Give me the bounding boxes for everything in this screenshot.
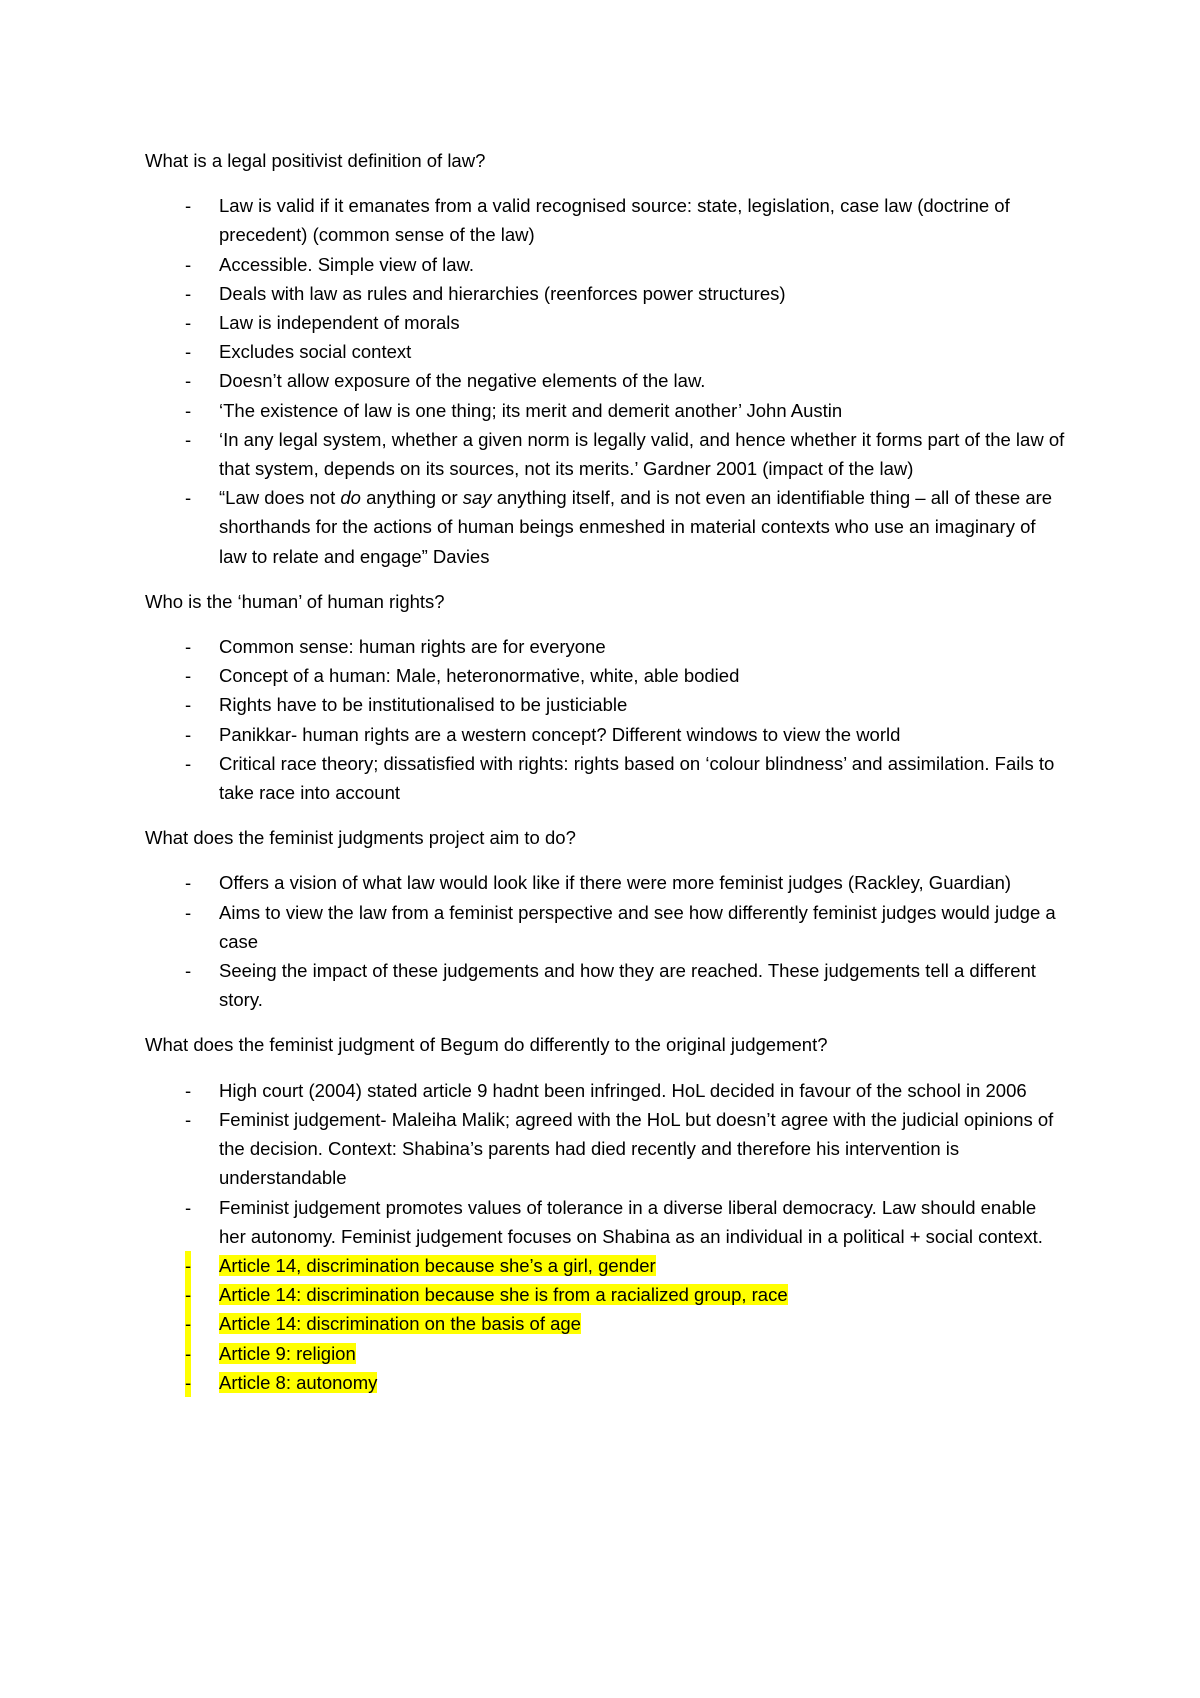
highlighted-list-item: - Article 14: discrimination on the basis of age [145, 1309, 1065, 1338]
question-begum-judgment: What does the feminist judgment of Begum do differently to the original judgement? [145, 1034, 828, 1056]
bullet-list-human-rights [145, 632, 1065, 807]
question-human-rights: Who is the ‘human’ of human rights? [145, 590, 445, 612]
dash-marker: - [185, 341, 192, 363]
dash-marker: - [185, 752, 192, 774]
dash-marker: - [185, 1251, 191, 1280]
list-item: - Concept of a human: Male, heteronormative, white, able bodied [145, 661, 1065, 690]
list-item: - Common sense: human rights are for everyone [145, 632, 1065, 661]
document-body [145, 146, 1065, 1397]
list-item: - Doesn’t allow exposure of the negative elements of the law. [145, 366, 1065, 395]
dash-marker: - [185, 723, 192, 745]
list-item: - ‘In any legal system, whether a given norm is legally valid, and hence whether it forms part of the law of that system, depends on its sources, not its merits.’ Gardner 2001 (impact of the law) [145, 425, 1065, 483]
list-item: - ‘The existence of law is one thing; its merit and demerit another’ John Austin [145, 396, 1065, 425]
list-item: - Law is independent of morals [145, 308, 1065, 337]
list-item: - Feminist judgement- Maleiha Malik; agreed with the HoL but doesn’t agree with the judicial opinions of the decision. Context: Shabina’s parents had died recently and therefore his intervention is understandable [145, 1105, 1065, 1193]
dash-marker: - [185, 694, 192, 716]
question-feminist-judgments-project: What does the feminist judgments project aim to do? [145, 827, 576, 849]
list-item: - Seeing the impact of these judgements and how they are reached. These judgements tell a different story. [145, 956, 1065, 1014]
highlighted-list-item: - Article 8: autonomy [145, 1368, 1065, 1397]
dash-marker: - [185, 1309, 191, 1338]
list-item: - Accessible. Simple view of law. [145, 250, 1065, 279]
dash-marker: - [185, 253, 192, 275]
bullet-list-begum-judgment [145, 1076, 1065, 1397]
list-item: - Excludes social context [145, 337, 1065, 366]
dash-marker: - [185, 428, 192, 450]
dash-marker: - [185, 960, 192, 982]
list-item: - Aims to view the law from a feminist perspective and see how differently feminist judges would judge a case [145, 898, 1065, 956]
dash-marker: - [185, 1339, 191, 1368]
list-item: - Offers a vision of what law would look like if there were more feminist judges (Rackley, Guardian) [145, 868, 1065, 897]
list-item: - Panikkar- human rights are a western concept? Different windows to view the world [145, 720, 1065, 749]
dash-marker: - [185, 370, 192, 392]
question-legal-positivism: What is a legal positivist definition of law? [145, 150, 486, 171]
dash-marker: - [185, 312, 192, 334]
bullet-list-feminist-judgments-project [145, 868, 1065, 1014]
list-item: - High court (2004) stated article 9 hadnt been infringed. HoL decided in favour of the school in 2006 [145, 1076, 1065, 1105]
dash-marker: - [185, 872, 192, 894]
dash-marker: - [185, 665, 192, 687]
list-item: - Deals with law as rules and hierarchies (reenforces power structures) [145, 279, 1065, 308]
dash-marker: - [185, 1108, 192, 1130]
dash-marker: - [185, 399, 192, 421]
dash-marker: - [185, 1368, 191, 1397]
list-item: - Feminist judgement promotes values of tolerance in a diverse liberal democracy. Law should enable her autonomy. Feminist judgement focuses on Shabina as an individual in a political + social context. [145, 1193, 1065, 1251]
highlighted-list-item: - Article 9: religion [145, 1339, 1065, 1368]
list-item: - Critical race theory; dissatisfied with rights: rights based on ‘colour blindness’ and assimilation. Fails to take race into account [145, 749, 1065, 807]
highlighted-list-item: - Article 14, discrimination because she’s a girl, gender [145, 1251, 1065, 1280]
dash-marker: - [185, 901, 192, 923]
dash-marker: - [185, 195, 192, 217]
dash-marker: - [185, 282, 192, 304]
list-item: - Law is valid if it emanates from a valid recognised source: state, legislation, case law (doctrine of precedent) (common sense of the law) [145, 191, 1065, 249]
dash-marker: - [185, 487, 192, 509]
dash-marker: - [185, 1280, 191, 1309]
highlighted-list-item: - Article 14: discrimination because she is from a racialized group, race [145, 1280, 1065, 1309]
list-item-davies-quote: - “Law does not do anything or say anything itself, and is not even an identifiable thing – all of these are shorthands for the actions of human beings enmeshed in material contexts who use an imaginary of law to relate and engage” Davies [145, 483, 1065, 571]
dash-marker: - [185, 1079, 192, 1101]
bullet-list-legal-positivism [145, 191, 1065, 571]
dash-marker: - [185, 1196, 192, 1218]
dash-marker: - [185, 636, 192, 658]
list-item: - Rights have to be institutionalised to be justiciable [145, 690, 1065, 719]
